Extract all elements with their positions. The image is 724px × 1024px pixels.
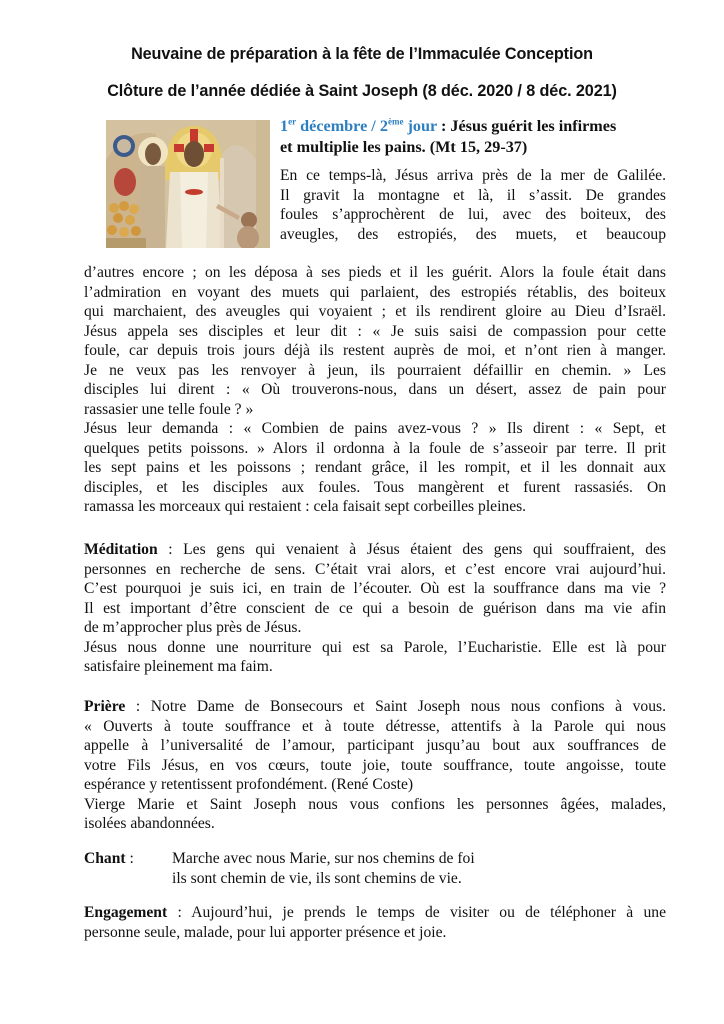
text-line: ramassa les morceaux qui restaient : cela faisait sept corbeilles pleines. [84, 498, 527, 515]
meditation-section [84, 540, 666, 677]
text-line: Prière : Notre Dame de Bonsecours et Saint Joseph nous nous confions à vous. [84, 698, 666, 715]
text-line: Jésus appela ses disciples et leur dit : « Je suis saisi de compassion pour cette [84, 322, 666, 340]
text-line: Jésus nous donne une nourriture qui est sa Parole, l’Eucharistie. Elle est là pour [84, 638, 666, 656]
text-line: Il gravit la montagne et là, il s’assit. De grandes [280, 186, 666, 204]
day-title-reference: et multiplie les pains. (Mt 15, 29-37) [280, 138, 528, 156]
chant-lyrics [172, 849, 666, 888]
chant-section: Chant : Marche avec nous Marie, sur nos chemins de foi ils sont chemin de vie, ils sont chemins de vie. [84, 849, 666, 888]
text-line: En ce temps-là, Jésus arriva près de la mer de Galilée. [280, 167, 666, 184]
text-line: espérance y retentissent profondément. (René Coste) [84, 776, 414, 793]
priere-section [84, 697, 666, 834]
text-line: Marche avec nous Marie, sur nos chemins de foi [172, 850, 475, 867]
gospel-intro [280, 166, 666, 244]
text-line: qui marchaient, des aveugles qui voyaient ; et ils rendirent gloire au Dieu d’Israël. [84, 303, 666, 320]
text-line: personnes en recherche de sens. C’était vrai alors, et c’est encore vrai aujourd’hui. [84, 560, 666, 578]
text-line: satisfaire pleinement ma faim. [84, 658, 273, 675]
text-line: l’admiration en voyant des muets qui parlaient, des estropiés rétablis, des boiteux [84, 283, 666, 301]
text-line: votre Fils Jésus, en vos cœurs, toute joie, toute souffrance, toute angoisse, toute [84, 756, 666, 774]
text-line: foules s’approchèrent de lui, avec des boiteux, des [280, 206, 666, 223]
text-line: Jésus leur demanda : « Combien de pains avez-vous ? » Ils dirent : « Sept, et [84, 420, 666, 437]
text-line: personne seule, malade, pour lui apporter présence et joie. [84, 923, 447, 941]
meditation-label: Méditation [84, 541, 158, 558]
priere-label: Prière [84, 698, 126, 715]
text-line: Je ne veux pas les renvoyer à jeun, ils pourraient défaillir en chemin. » Les [84, 361, 666, 379]
document-title: Neuvaine de préparation à la fête de l’Immaculée Conception [131, 45, 593, 63]
engagement-section [84, 903, 666, 942]
day-heading: 1er décembre / 2ème jour : Jésus guérit les infirmes et multiplie les pains. (Mt 15, 29-37) [280, 116, 617, 156]
day-date: 1er décembre / 2ème jour [280, 116, 437, 135]
text-line: de m’approcher plus près de Jésus. [84, 619, 302, 636]
text-line: C’est pourquoi je suis ici, en train de l’écouter. Où est la souffrance dans ma vie ? [84, 580, 666, 597]
text-line: Méditation : Les gens qui venaient à Jésus étaient des gens qui souffraient, des [84, 541, 666, 558]
text-line: foule, car depuis trois jours déjà ils restent auprès de moi, et n’ont rien à manger. [84, 342, 666, 359]
text-line: isolées abandonnées. [84, 815, 215, 832]
text-line: les sept pains et les poissons ; rendant grâce, il les rompit, et il les donnait aux [84, 459, 666, 476]
engagement-label: Engagement [84, 904, 168, 921]
mosaic-illustration [106, 120, 270, 248]
text-line: aveugles, des estropiés, des muets, et beaucoup [280, 225, 666, 243]
text-line: Vierge Marie et Saint Joseph nous vous confions les personnes âgées, malades, [84, 795, 666, 813]
text-line: Il est important d’être conscient de ce qui a besoin de guérison dans ma vie afin [84, 599, 666, 617]
document-subtitle: Clôture de l’année dédiée à Saint Joseph (8 déc. 2020 / 8 déc. 2021) [107, 82, 617, 100]
gospel-text [84, 263, 666, 517]
text-line: ils sont chemin de vie, ils sont chemins de vie. [172, 869, 462, 887]
mosaic-illustration-image [106, 120, 270, 248]
text-line: disciples lui dirent : « Où trouverons-nous, dans un désert, assez de pain pour [84, 381, 666, 398]
day-title: Jésus guérit les infirmes [450, 117, 617, 135]
text-line: « Ouverts à toute souffrance et à toute détresse, attentifs à la Parole qui nous [84, 717, 666, 735]
text-line: Engagement : Aujourd’hui, je prends le temps de visiter ou de téléphoner à une [84, 904, 666, 921]
chant-label: Chant [84, 850, 126, 867]
text-line: rassasier une telle foule ? » [84, 400, 254, 418]
text-line: quelques petits poissons. » Alors il ordonna à la foule de s’asseoir par terre. Il prit [84, 439, 666, 457]
text-line: appelle à l’universalité de l’amour, participant jusqu’au bout aux souffrances de [84, 737, 666, 754]
text-line: disciples, et les disciples aux foules. Tous mangèrent et furent rassasiés. On [84, 478, 666, 496]
text-line: d’autres encore ; on les déposa à ses pieds et il les guérit. Alors la foule était dans [84, 264, 666, 281]
